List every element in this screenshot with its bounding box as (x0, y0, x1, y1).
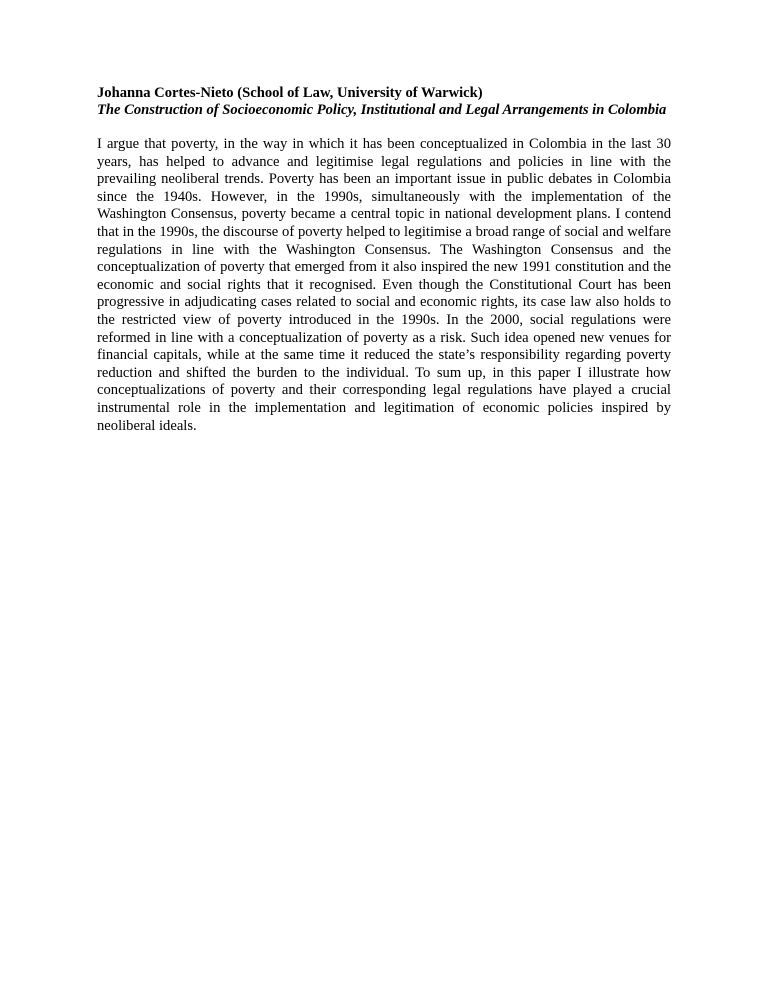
author-line: Johanna Cortes-Nieto (School of Law, University of Warwick) (97, 85, 483, 101)
abstract-paragraph: I argue that poverty, in the way in which it has been conceptualized in Colombia in the last 30 years, has helped to advance and legitimise legal regulations and policies in line with the prevailing neoliberal trends. Poverty has been an important issue in public debates in Colombia since the 1940s. However, in the 1990s, simultaneously with the implementation of the Washington Consensus, poverty became a central topic in national development plans. I contend that in the 1990s, the discourse of poverty helped to legitimise a broad range of social and welfare regulations in line with the Washington Consensus. The Washington Consensus and the conceptualization of poverty that emerged from it also inspired the new 1991 constitution and the economic and social rights that it recognised. Even though the Constitutional Court has been progressive in adjudicating cases related to social and economic rights, its case law also holds to the restricted view of poverty introduced in the 1990s. In the 2000, social regulations were reformed in line with a conceptualization of poverty as a risk. Such idea opened new venues for financial capitals, while at the same time it reduced the state’s responsibility regarding poverty reduction and shifted the burden to the individual. To sum up, in this paper I illustrate how conceptualizations of poverty and their corresponding legal regulations have played a crucial instrumental role in the implementation and legitimation of economic policies inspired by neoliberal ideals. (97, 136, 671, 434)
paper-title: The Construction of Socioeconomic Policy, Institutional and Legal Arrangements in Colombia (97, 102, 667, 118)
document-content (97, 85, 671, 435)
